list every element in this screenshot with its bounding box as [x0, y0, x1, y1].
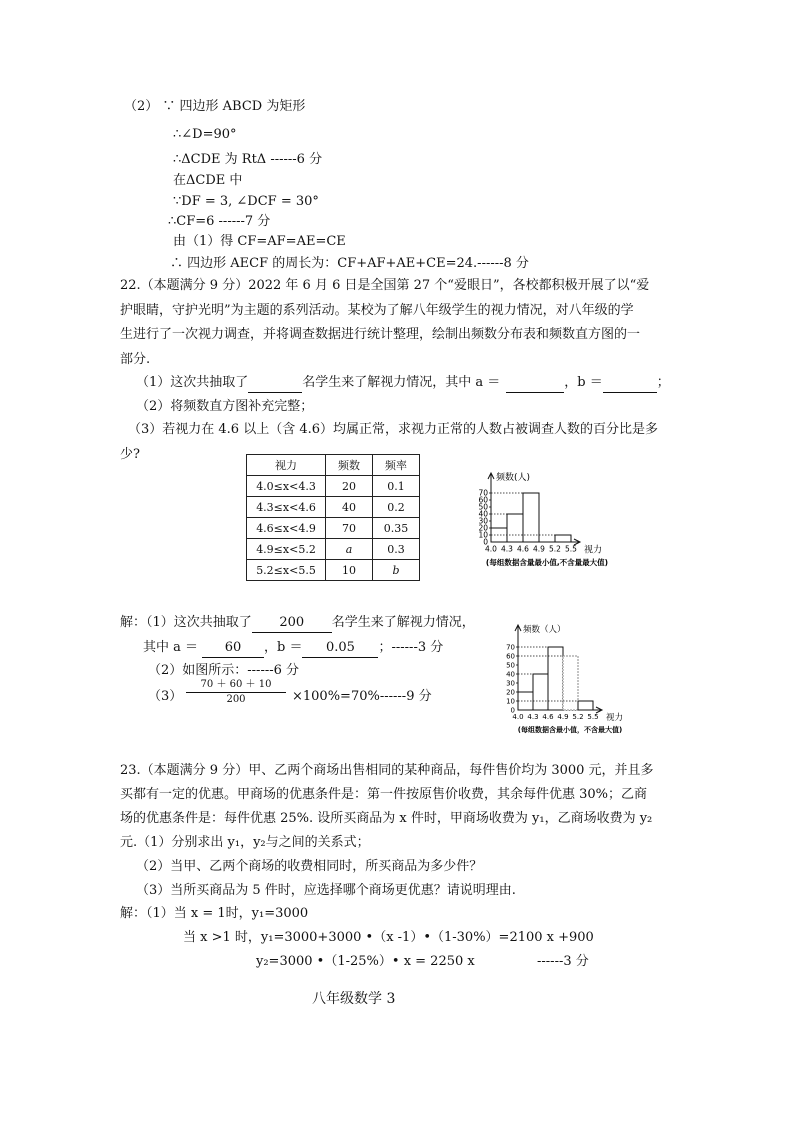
table-header-row	[247, 455, 420, 476]
table-row	[247, 497, 420, 518]
histogram-bar	[578, 701, 593, 710]
q23-line-2: 买都有一定的优惠。甲商场的优惠条件是：第一件按原售价收费，其余每件优惠 30%；乙商	[120, 787, 648, 802]
answer22-l1-post: 名学生来了解视力情况，	[331, 615, 475, 630]
histogram-answer	[488, 606, 653, 738]
table-row	[247, 518, 420, 539]
y-tick-label: 10	[478, 530, 488, 540]
answer22-line-1	[120, 614, 475, 633]
q23-line-6: （3）当所买商品为 5 件时，应选择哪个商场更优惠？请说明理由.	[136, 883, 516, 898]
proof-line-6: ∴CF=6 ------7 分	[168, 214, 271, 229]
q22-line-4: 部分.	[120, 352, 151, 367]
answer22-l2-pre: 其中 a ＝	[143, 640, 199, 655]
q23-line-9: y₂=3000 •（1-25%）• x = 2250 x	[256, 954, 475, 969]
answer-b: 0.05	[302, 639, 378, 658]
histogram-bar	[555, 535, 571, 542]
q23-line-1: 23.（本题满分 9 分）甲、乙两个商场出售相同的某种商品，每件售价均为 3000 元，并且多	[120, 763, 654, 778]
x-tick-label: 5.2	[549, 544, 561, 554]
x-tick-label: 4.9	[533, 544, 545, 554]
blank-b[interactable]	[603, 374, 657, 393]
q22-sub1	[136, 374, 670, 393]
table-row	[247, 539, 420, 560]
y-tick-label: 40	[478, 509, 488, 519]
proof-line-7: 由（1）得 CF=AF=AE=CE	[173, 234, 346, 249]
q22-sub1-end: ；	[656, 375, 670, 390]
x-tick-label: 4.3	[527, 713, 539, 721]
q23-line-3: 场的优惠条件是：每件优惠 25%. 设所买商品为 x 件时，甲商场收费为 y₁，乙商场收费为 y₂	[120, 811, 653, 826]
table-cell: b	[373, 560, 420, 581]
q23-line-5: （2）当甲、乙两个商场的收费相同时，所买商品为多少件？	[136, 859, 483, 874]
x-axis-label: 视力	[584, 545, 603, 556]
y-tick-label: 0	[483, 537, 488, 547]
q23-line-9-score: ------3 分	[537, 954, 589, 969]
answer22-l2-mid: ，b ＝	[264, 640, 303, 655]
table-row	[247, 476, 420, 497]
x-axis-label: 视力	[606, 713, 624, 723]
blank-count[interactable]	[248, 374, 302, 393]
q22-sub3a: （3）若视力在 4.6 以上（含 4.6）均属正常，求视力正常的人数占被调查人数的百分比是多	[128, 422, 659, 437]
table-header: 视力	[247, 455, 326, 476]
table-cell: 70	[326, 518, 373, 539]
x-tick-label: 4.6	[542, 713, 554, 721]
y-tick-label: 0	[510, 706, 515, 715]
table-cell: 10	[326, 560, 373, 581]
page-footer: 八年级数学 3	[312, 991, 396, 1007]
table-cell: a	[326, 539, 373, 560]
y-tick-label: 70	[506, 643, 515, 652]
table-cell: 4.3≤x<4.6	[247, 497, 326, 518]
fraction-numerator: 70 ＋ 60 ＋ 10	[186, 678, 286, 693]
fraction	[186, 678, 286, 707]
y-tick-label: 60	[478, 495, 488, 505]
table-header: 频数	[326, 455, 373, 476]
x-tick-label: 5.5	[565, 544, 577, 554]
table-cell: 4.9≤x<5.2	[247, 539, 326, 560]
proof-line-3: ∴ΔCDE 为 RtΔ ------6 分	[173, 152, 323, 167]
answer22-line-3: （2）如图所示：------6 分	[148, 663, 300, 678]
histogram-bar	[533, 674, 548, 710]
table-cell: 0.3	[373, 539, 420, 560]
answer22-l2-post: ；------3 分	[378, 640, 444, 655]
histogram-bar	[507, 514, 523, 542]
q22-sub3b: 少?	[120, 447, 140, 462]
histogram-question	[455, 458, 640, 576]
table-cell: 5.2≤x<5.5	[247, 560, 326, 581]
y-tick-label: 40	[506, 670, 515, 679]
table-cell: 20	[326, 476, 373, 497]
chart-title: 频数(人)	[496, 473, 531, 483]
histogram-bar	[548, 647, 563, 710]
q23-line-4: 元.（1）分别求出 y₁，y₂与之间的关系式；	[120, 835, 370, 850]
q22-sub1-mid: 名学生来了解视力情况，其中 a ＝	[302, 375, 501, 390]
q22-line-2: 护眼睛，守护光明”为主题的系列活动。某校为了解八年级学生的视力情况，对八年级的学	[120, 303, 634, 318]
table-cell: 0.2	[373, 497, 420, 518]
proof-line-5: ∵DF = 3, ∠DCF = 30°	[173, 194, 319, 209]
table-cell: 0.1	[373, 476, 420, 497]
q22-sub2: （2）将频数直方图补充完整；	[136, 399, 314, 414]
table-cell: 40	[326, 497, 373, 518]
answer22-l1-pre: 解：（1）这次共抽取了	[120, 615, 252, 630]
table-cell: 0.35	[373, 518, 420, 539]
answer22-line-4-post: ×100%=70%------9 分	[292, 689, 432, 704]
histogram-bar	[563, 656, 578, 710]
proof-line-2: ∴∠D=90°	[173, 127, 237, 142]
table-cell: 4.0≤x<4.3	[247, 476, 326, 497]
y-tick-label: 70	[478, 488, 488, 498]
x-tick-label: 5.5	[587, 713, 599, 721]
histogram-bar	[491, 528, 507, 542]
fraction-denominator: 200	[226, 694, 246, 705]
y-tick-label: 50	[506, 661, 515, 670]
q23-line-7: 解：（1）当 x = 1时，y₁=3000	[120, 906, 309, 921]
x-tick-label: 4.0	[512, 713, 524, 721]
q22-line-1: 22.（本题满分 9 分）2022 年 6 月 6 日是全国第 27 个“爱眼日”，各校都积极开展了以“爱	[120, 278, 650, 293]
answer-count: 200	[252, 614, 332, 633]
y-tick-label: 60	[506, 652, 515, 661]
y-tick-label: 10	[506, 697, 515, 706]
x-tick-label: 4.9	[557, 713, 569, 721]
table-header: 频率	[373, 455, 420, 476]
answer22-line-2	[143, 639, 443, 658]
table-row	[247, 560, 420, 581]
proof-line-8: ∴ 四边形 AECF 的周长为：CF+AF+AE+CE=24.------8 分	[170, 256, 529, 271]
y-tick-label: 20	[478, 523, 488, 533]
x-tick-label: 4.3	[501, 544, 513, 554]
y-tick-label: 30	[478, 516, 488, 526]
proof-line-1: （2） ∵ 四边形 ABCD 为矩形	[124, 99, 306, 114]
y-tick-label: 30	[506, 679, 515, 688]
q23-line-8: 当 x >1 时，y₁=3000+3000 •（x -1）•（1-30%）=2100 x +900	[183, 930, 594, 945]
y-tick-label: 50	[478, 502, 488, 512]
y-tick-label: 20	[506, 688, 515, 697]
q22-line-3: 生进行了一次视力调查，并将调查数据进行统计整理，绘制出频数分布表和频数直方图的一	[120, 327, 641, 342]
answer22-line-4-label: （3）	[148, 689, 183, 704]
x-tick-label: 5.2	[572, 713, 584, 721]
proof-line-4: 在ΔCDE 中	[173, 173, 243, 188]
answer-a: 60	[202, 639, 264, 658]
x-tick-label: 4.6	[517, 544, 529, 554]
chart-title: 频数（人）	[523, 625, 566, 635]
q22-sub1-comma: ，b ＝	[564, 375, 603, 390]
q22-sub1-pre: （1）这次共抽取了	[136, 375, 249, 390]
x-tick-label: 4.0	[485, 544, 497, 554]
chart-caption: (每组数据含量最小值,不含量最大值)	[485, 558, 609, 567]
blank-a[interactable]	[506, 374, 564, 393]
chart-caption: (每组数据含最小值，不含最大值)	[517, 726, 623, 734]
frequency-table	[246, 454, 420, 581]
table-cell: 4.6≤x<4.9	[247, 518, 326, 539]
